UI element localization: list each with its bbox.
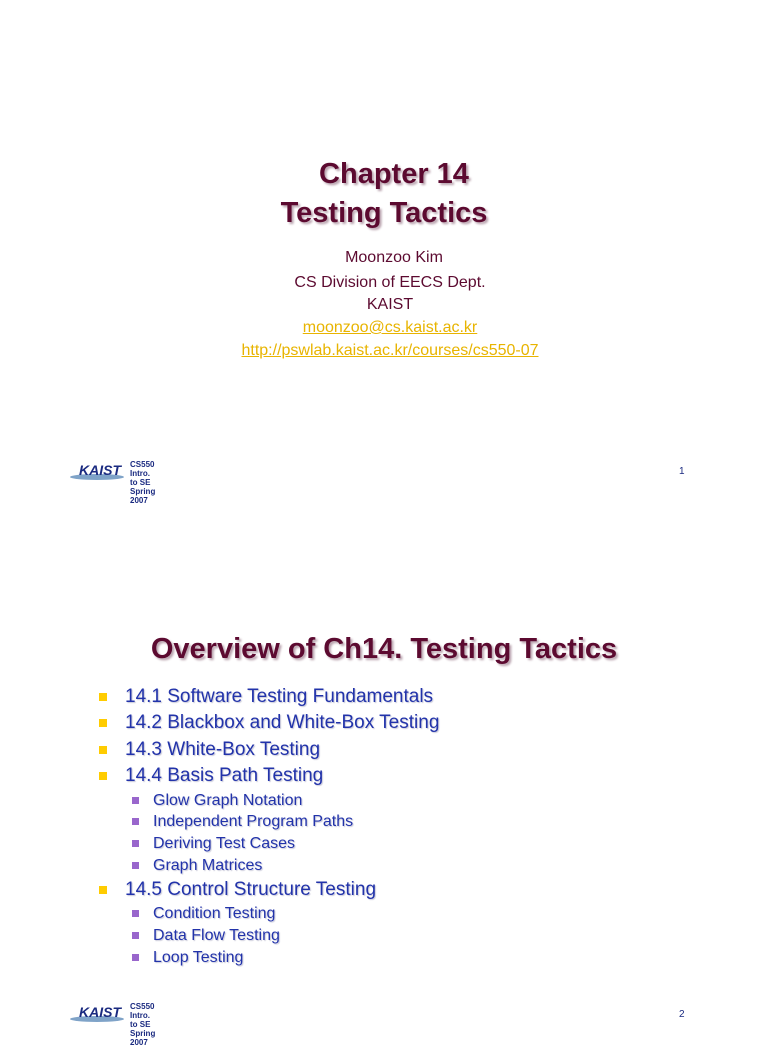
sub-list-item: Condition Testing xyxy=(127,903,739,925)
author-institution: KAIST xyxy=(366,296,414,313)
course-name: CS550 Intro. to SE xyxy=(130,460,155,487)
square-bullet-icon xyxy=(132,797,139,804)
sub-list-item: Data Flow Testing xyxy=(127,925,739,947)
kaist-logo xyxy=(70,460,126,482)
sub-list-item: Loop Testing xyxy=(127,947,739,969)
course-term: Spring 2007 xyxy=(130,1029,156,1047)
author-affiliation: CS Division of EECS Dept. xyxy=(294,274,486,291)
square-bullet-icon xyxy=(132,818,139,825)
course-info xyxy=(130,1002,155,1047)
author-name: Moonzoo Kim xyxy=(345,249,443,266)
sub-list-item: Graph Matrices xyxy=(127,855,739,877)
square-bullet-icon xyxy=(99,772,107,780)
square-bullet-icon xyxy=(99,693,107,701)
slide-title: Overview of Ch14. Testing Tactics xyxy=(150,633,618,665)
square-bullet-icon xyxy=(132,862,139,869)
sub-list-item: Deriving Test Cases xyxy=(127,833,739,855)
square-bullet-icon xyxy=(99,886,107,894)
outline-list xyxy=(99,684,739,969)
square-bullet-icon xyxy=(99,719,107,727)
sub-list-item: Glow Graph Notation xyxy=(127,790,739,812)
list-item: 14.3 White-Box Testing xyxy=(99,737,739,763)
svg-text:KAIST: KAIST xyxy=(79,462,121,478)
course-info xyxy=(130,460,155,505)
slide-2 xyxy=(0,512,768,1047)
square-bullet-icon xyxy=(132,910,139,917)
square-bullet-icon xyxy=(132,932,139,939)
course-name: CS550 Intro. to SE xyxy=(130,1002,155,1029)
square-bullet-icon xyxy=(132,840,139,847)
page-number: 1 xyxy=(679,466,685,477)
slide-title-line-1: Chapter 14 xyxy=(319,158,469,190)
square-bullet-icon xyxy=(132,954,139,961)
svg-text:KAIST: KAIST xyxy=(79,1004,121,1020)
kaist-logo xyxy=(70,1002,126,1024)
list-item: 14.2 Blackbox and White-Box Testing xyxy=(99,710,739,736)
sub-list-item: Independent Program Paths xyxy=(127,811,739,833)
list-item: 14.4 Basis Path Testing xyxy=(99,763,739,789)
list-item: 14.1 Software Testing Fundamentals xyxy=(99,684,739,710)
slide-title-line-2: Testing Tactics xyxy=(280,197,488,229)
slide-1 xyxy=(0,0,768,512)
email-link[interactable]: moonzoo@cs.kaist.ac.kr xyxy=(302,319,478,336)
course-url-link[interactable]: http://pswlab.kaist.ac.kr/courses/cs550-07 xyxy=(241,342,539,359)
square-bullet-icon xyxy=(99,746,107,754)
list-item: 14.5 Control Structure Testing xyxy=(99,877,739,903)
page-number: 2 xyxy=(679,1009,685,1020)
course-term: Spring 2007 xyxy=(130,487,156,505)
